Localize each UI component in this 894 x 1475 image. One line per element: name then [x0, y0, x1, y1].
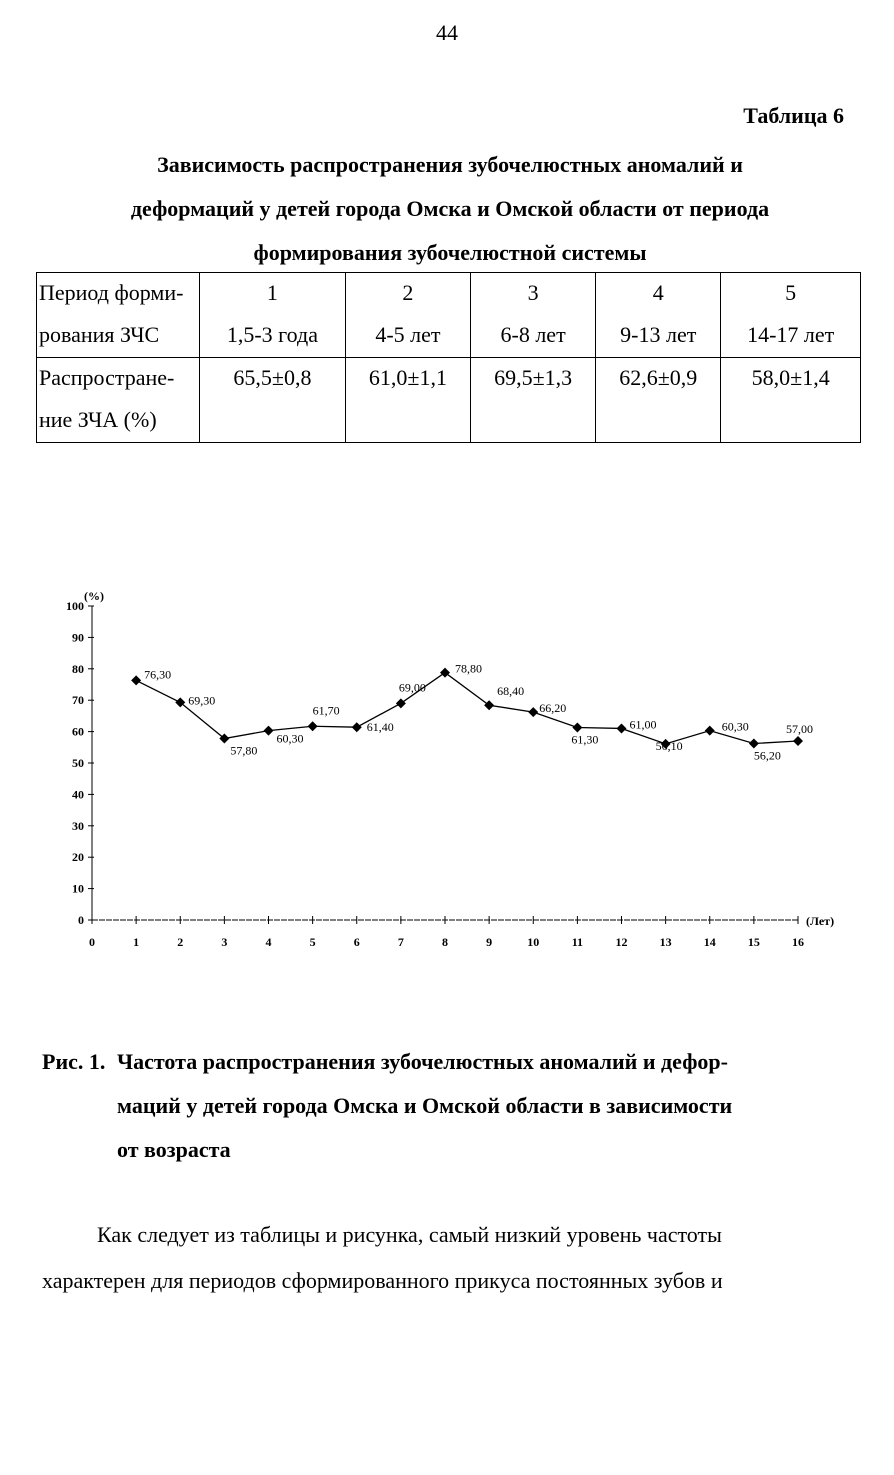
data-table [36, 272, 861, 443]
data-point-marker [308, 721, 318, 731]
figure-caption [42, 1040, 852, 1172]
x-tick-label: 9 [486, 935, 493, 949]
y-tick-label: 100 [66, 599, 84, 613]
value-cell: 65,5±0,8 [200, 358, 346, 443]
body-paragraph [42, 1212, 852, 1304]
y-tick-label: 60 [72, 724, 84, 739]
data-point-label: 61,00 [629, 717, 657, 732]
x-tick-label: 8 [442, 935, 448, 949]
paragraph-line: характерен для периодов сформированного прикуса постоянных зубов и [42, 1268, 723, 1293]
x-tick-label: 4 [265, 935, 272, 949]
y-tick-label: 30 [72, 818, 84, 833]
period-cell: 3 6-8 лет [471, 273, 596, 358]
y-tick-label: 20 [72, 850, 84, 865]
data-point-label: 57,00 [786, 722, 813, 737]
data-point-label: 57,80 [230, 743, 258, 758]
y-tick-label: 90 [72, 630, 84, 645]
period-cell: 2 4-5 лет [345, 273, 470, 358]
period-cell: 5 14-17 лет [721, 273, 861, 358]
x-tick-label: 12 [615, 935, 628, 949]
x-tick-label: 15 [747, 935, 760, 949]
x-tick-label: 3 [221, 935, 228, 949]
data-point-marker [793, 736, 803, 746]
data-point-marker [264, 726, 274, 736]
period-cell: 4 9-13 лет [596, 273, 721, 358]
row-header-prevalence: Распростране- ние ЗЧА (%) [37, 358, 200, 443]
data-point-label: 68,40 [497, 684, 525, 699]
y-tick-label: 80 [72, 661, 84, 676]
y-tick-label: 50 [72, 756, 84, 770]
figure-caption-prefix: Рис. 1. [42, 1049, 106, 1074]
x-tick-label: 5 [309, 935, 316, 949]
data-point-label: 69,30 [188, 693, 216, 708]
data-point-marker [749, 739, 759, 749]
x-tick-label: 7 [397, 935, 404, 949]
y-axis-label: (%) [84, 589, 104, 603]
data-point-marker [352, 722, 362, 732]
data-point-label: 60,30 [276, 731, 304, 746]
value-cell: 61,0±1,1 [345, 358, 470, 443]
table-caption-line: Зависимость распространения зубочелюстных аномалий и [157, 152, 743, 177]
table-caption-line: формирования зубочелюстной системы [253, 240, 647, 265]
table-value-row [37, 358, 861, 443]
row-header-period: Период форми- рования ЗЧС [37, 273, 200, 358]
data-point-label: 76,30 [144, 667, 172, 682]
x-tick-label: 13 [659, 935, 672, 949]
table-label: Таблица 6 [743, 103, 844, 128]
data-point-marker [617, 723, 627, 733]
data-point-label: 56,10 [655, 738, 683, 753]
data-point-marker [528, 707, 538, 717]
x-tick-label: 10 [527, 935, 540, 949]
data-point-marker [484, 700, 494, 710]
x-tick-label: 11 [571, 935, 584, 949]
data-point-label: 56,20 [753, 748, 781, 763]
series-line [136, 673, 798, 744]
table-header-row [37, 273, 861, 358]
y-tick-label: 70 [72, 693, 84, 708]
paragraph-line: Как следует из таблицы и рисунка, самый низкий уровень частоты [97, 1222, 722, 1247]
data-point-label: 61,70 [312, 703, 340, 718]
y-tick-label: 0 [78, 913, 84, 927]
line-chart [0, 570, 894, 960]
page-number: 44 [436, 20, 458, 45]
y-tick-label: 40 [72, 787, 84, 802]
chart-svg [0, 570, 894, 960]
data-point-label: 69,00 [398, 680, 426, 695]
value-cell: 58,0±1,4 [721, 358, 861, 443]
figure-caption-line: от возраста [117, 1137, 231, 1162]
data-point-label: 61,40 [366, 720, 394, 735]
x-axis-label: (Лет) [806, 914, 835, 928]
data-point-marker [440, 668, 450, 678]
x-tick-label: 1 [133, 935, 140, 949]
data-point-marker [131, 675, 141, 685]
data-point-label: 78,80 [455, 661, 482, 676]
x-tick-label: 0 [89, 935, 95, 949]
table-caption-line: деформаций у детей города Омска и Омской области от периода [130, 196, 770, 221]
period-cell: 1 1,5-3 года [200, 273, 346, 358]
data-point-label: 66,20 [539, 701, 567, 716]
data-point-marker [572, 723, 582, 733]
data-point-marker [705, 726, 715, 736]
value-cell: 69,5±1,3 [471, 358, 596, 443]
data-point-label: 60,30 [721, 719, 749, 734]
y-tick-label: 10 [72, 881, 84, 896]
data-point-label: 61,30 [571, 732, 599, 747]
data-point-marker [396, 698, 406, 708]
x-tick-label: 2 [177, 935, 184, 949]
x-tick-label: 14 [703, 935, 716, 949]
x-tick-label: 6 [353, 935, 360, 949]
figure-caption-line: Частота распространения зубочелюстных аномалий и дефор- [117, 1049, 728, 1074]
value-cell: 62,6±0,9 [596, 358, 721, 443]
table-caption [40, 143, 860, 275]
figure-caption-line: маций у детей города Омска и Омской области в зависимости [117, 1093, 733, 1118]
x-tick-label: 16 [792, 935, 804, 949]
